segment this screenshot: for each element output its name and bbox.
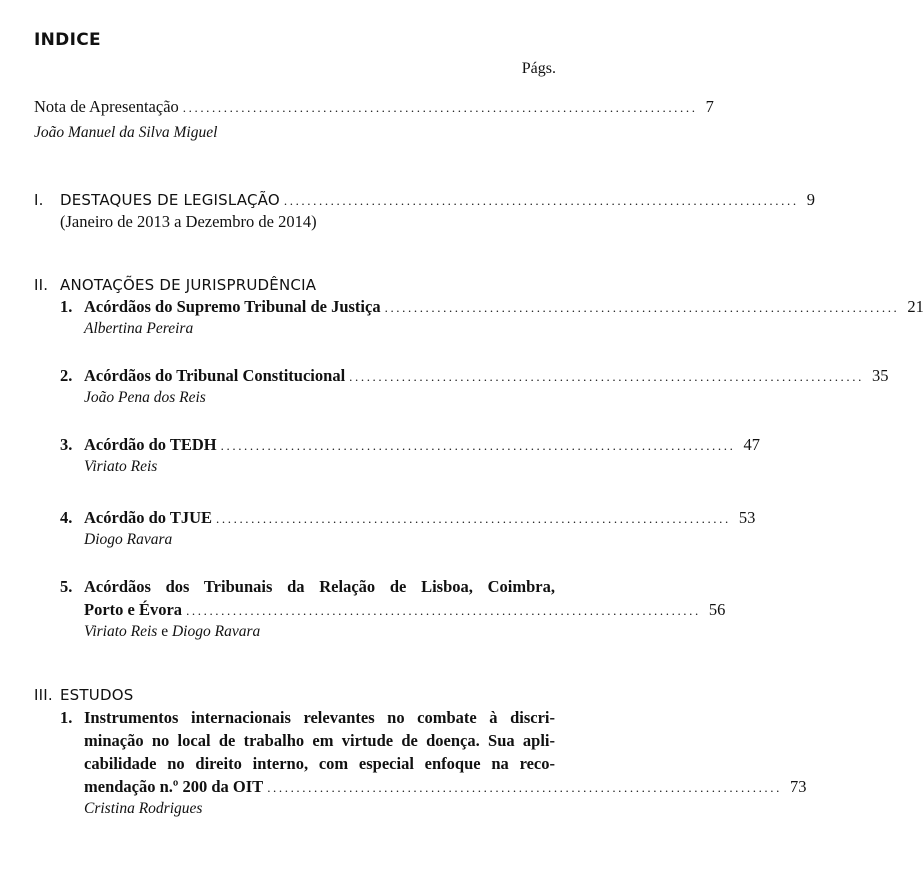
section-roman-numeral: II. xyxy=(34,276,49,294)
toc-entry-intro[interactable] xyxy=(34,97,714,117)
dot-leader: ........................................................................................ xyxy=(182,100,698,115)
toc-entry-title: Acórdãos do Tribunal Constitucional xyxy=(84,366,346,385)
toc-page-number: 73 xyxy=(790,777,807,796)
toc-entry-author: Diogo Ravara xyxy=(84,531,173,548)
toc-entry-title-line: minação no local de trabalho em virtude de doença. Sua apli- xyxy=(84,731,555,750)
section-title: DESTAQUES DE LEGISLAÇÃO xyxy=(60,191,280,209)
toc-entry-title: Nota de Apresentação xyxy=(34,97,179,116)
dot-leader: ........................................................................................ xyxy=(384,300,900,315)
entry-number: 5. xyxy=(60,577,73,596)
toc-entry-author: João Pena dos Reis xyxy=(84,389,206,406)
toc-entry-title: Acórdão do TEDH xyxy=(84,435,217,454)
author-name: Diogo Ravara xyxy=(171,623,261,640)
toc-page-number: 21 xyxy=(907,297,924,316)
dot-leader: ........................................................................................ xyxy=(267,780,782,795)
toc-entry-title: Acórdãos do Supremo Tribunal de Justiça xyxy=(84,297,381,316)
dot-leader: ........................................................................................ xyxy=(220,438,736,453)
toc-entry-title-line: Acórdãos dos Tribunais da Relação de Lisboa, Coimbra, xyxy=(84,577,555,596)
toc-entry-tc[interactable] xyxy=(84,366,889,386)
toc-entry-stj[interactable] xyxy=(84,297,924,317)
toc-entry-author: João Manuel da Silva Miguel xyxy=(34,124,218,141)
toc-page-number: 7 xyxy=(705,97,714,116)
toc-entry-author: Cristina Rodrigues xyxy=(84,800,203,817)
toc-entry-author: Viriato Reis xyxy=(84,458,158,475)
section-roman-numeral: I. xyxy=(34,191,44,209)
entry-number: 2. xyxy=(60,366,73,385)
author-joiner: e xyxy=(161,623,169,640)
dot-leader: ........................................................................................ xyxy=(283,193,799,208)
toc-entry-estudo-1[interactable] xyxy=(84,777,807,797)
toc-section-legislacao[interactable] xyxy=(60,190,815,210)
toc-entry-relacao[interactable] xyxy=(84,600,726,620)
section-title: ESTUDOS xyxy=(60,686,134,704)
toc-entry-title: mendação n.º 200 da OIT xyxy=(84,777,264,796)
entry-number: 4. xyxy=(60,508,73,527)
toc-page-number: 9 xyxy=(806,190,815,209)
toc-entry-tedh[interactable] xyxy=(84,435,760,455)
entry-number: 1. xyxy=(60,708,73,727)
section-title: ANOTAÇÕES DE JURISPRUDÊNCIA xyxy=(60,276,317,294)
toc-entry-author: Albertina Pereira xyxy=(84,320,194,337)
pages-column-label: Págs. xyxy=(521,60,556,77)
toc-page-number: 47 xyxy=(743,435,760,454)
toc-page-number: 56 xyxy=(708,600,726,619)
author-name: Viriato Reis xyxy=(84,623,158,640)
toc-entry-title-line: cabilidade no direito interno, com especial enfoque na reco- xyxy=(84,754,555,773)
toc-entry-title: Acórdão do TJUE xyxy=(84,508,213,527)
section-subtitle: (Janeiro de 2013 a Dezembro de 2014) xyxy=(60,212,317,231)
dot-leader: ........................................................................................ xyxy=(186,603,701,618)
dot-leader: ........................................................................................ xyxy=(216,511,731,526)
entry-number: 3. xyxy=(60,435,73,454)
toc-entry-tjue[interactable] xyxy=(84,508,756,528)
toc-entry-authors xyxy=(84,623,260,641)
toc-page-number: 53 xyxy=(738,508,756,527)
toc-entry-title: Porto e Évora xyxy=(84,600,183,619)
toc-entry-title-line: Instrumentos internacionais relevantes no combate à discri- xyxy=(84,708,555,727)
entry-number: 1. xyxy=(60,297,73,316)
section-roman-numeral: III. xyxy=(34,686,53,704)
toc-page-number: 35 xyxy=(871,366,889,385)
page-title: INDICE xyxy=(34,30,101,50)
dot-leader: ........................................................................................ xyxy=(349,369,864,384)
